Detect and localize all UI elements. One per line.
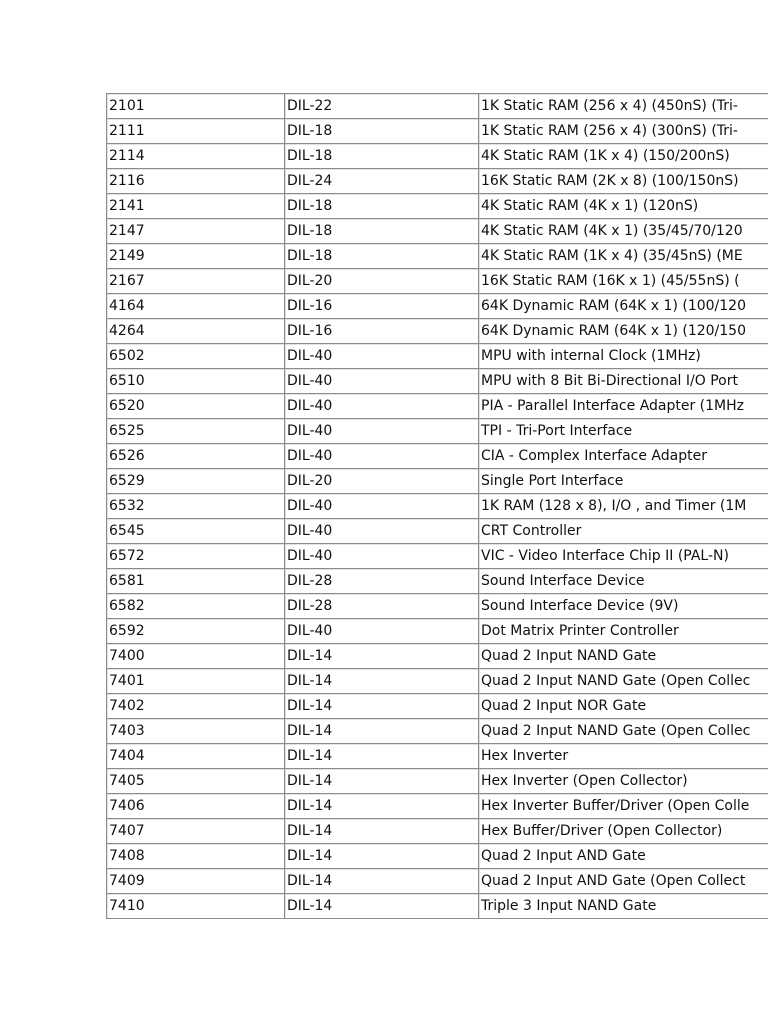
table-row <box>107 569 768 594</box>
description-cell: CIA - Complex Interface Adapter <box>479 444 768 469</box>
table-row <box>107 744 768 769</box>
part-number-cell: 7409 <box>107 869 285 894</box>
package-cell: DIL-18 <box>285 219 479 244</box>
description-cell: 4K Static RAM (4K x 1) (120nS) <box>479 194 768 219</box>
package-cell: DIL-40 <box>285 369 479 394</box>
package-cell: DIL-40 <box>285 619 479 644</box>
parts-table-container <box>106 93 768 919</box>
description-cell: 64K Dynamic RAM (64K x 1) (120/150 <box>479 319 768 344</box>
package-cell: DIL-14 <box>285 869 479 894</box>
table-row <box>107 344 768 369</box>
description-cell: 4K Static RAM (4K x 1) (35/45/70/120 <box>479 219 768 244</box>
table-row <box>107 794 768 819</box>
description-cell: VIC - Video Interface Chip II (PAL-N) <box>479 544 768 569</box>
part-number-cell: 7407 <box>107 819 285 844</box>
part-number-cell: 6532 <box>107 494 285 519</box>
package-cell: DIL-18 <box>285 144 479 169</box>
table-row <box>107 894 768 919</box>
part-number-cell: 6592 <box>107 619 285 644</box>
part-number-cell: 7408 <box>107 844 285 869</box>
table-row <box>107 94 768 119</box>
part-number-cell: 4264 <box>107 319 285 344</box>
part-number-cell: 6520 <box>107 394 285 419</box>
table-row <box>107 869 768 894</box>
package-cell: DIL-14 <box>285 819 479 844</box>
package-cell: DIL-28 <box>285 569 479 594</box>
description-cell: Hex Buffer/Driver (Open Collector) <box>479 819 768 844</box>
description-cell: Dot Matrix Printer Controller <box>479 619 768 644</box>
table-row <box>107 194 768 219</box>
description-cell: 1K Static RAM (256 x 4) (300nS) (Tri- <box>479 119 768 144</box>
part-number-cell: 4164 <box>107 294 285 319</box>
description-cell: PIA - Parallel Interface Adapter (1MHz <box>479 394 768 419</box>
package-cell: DIL-16 <box>285 319 479 344</box>
description-cell: Quad 2 Input NAND Gate <box>479 644 768 669</box>
table-row <box>107 269 768 294</box>
description-cell: Quad 2 Input AND Gate (Open Collect <box>479 869 768 894</box>
part-number-cell: 7405 <box>107 769 285 794</box>
package-cell: DIL-40 <box>285 444 479 469</box>
description-cell: CRT Controller <box>479 519 768 544</box>
description-cell: 16K Static RAM (2K x 8) (100/150nS) <box>479 169 768 194</box>
package-cell: DIL-40 <box>285 519 479 544</box>
package-cell: DIL-40 <box>285 419 479 444</box>
part-number-cell: 2114 <box>107 144 285 169</box>
package-cell: DIL-40 <box>285 494 479 519</box>
description-cell: 1K RAM (128 x 8), I/O , and Timer (1M <box>479 494 768 519</box>
part-number-cell: 2141 <box>107 194 285 219</box>
table-row <box>107 544 768 569</box>
description-cell: MPU with internal Clock (1MHz) <box>479 344 768 369</box>
description-cell: Sound Interface Device <box>479 569 768 594</box>
package-cell: DIL-40 <box>285 394 479 419</box>
table-row <box>107 369 768 394</box>
parts-table-body <box>107 94 768 919</box>
description-cell: 16K Static RAM (16K x 1) (45/55nS) ( <box>479 269 768 294</box>
part-number-cell: 2101 <box>107 94 285 119</box>
table-row <box>107 694 768 719</box>
part-number-cell: 6545 <box>107 519 285 544</box>
package-cell: DIL-16 <box>285 294 479 319</box>
package-cell: DIL-14 <box>285 894 479 919</box>
part-number-cell: 7410 <box>107 894 285 919</box>
table-row <box>107 469 768 494</box>
table-row <box>107 844 768 869</box>
package-cell: DIL-14 <box>285 744 479 769</box>
description-cell: TPI - Tri-Port Interface <box>479 419 768 444</box>
package-cell: DIL-20 <box>285 269 479 294</box>
table-row <box>107 294 768 319</box>
table-row <box>107 719 768 744</box>
table-row <box>107 644 768 669</box>
part-number-cell: 6526 <box>107 444 285 469</box>
table-row <box>107 169 768 194</box>
description-cell: Quad 2 Input AND Gate <box>479 844 768 869</box>
package-cell: DIL-14 <box>285 644 479 669</box>
package-cell: DIL-24 <box>285 169 479 194</box>
part-number-cell: 7400 <box>107 644 285 669</box>
parts-table <box>106 93 768 919</box>
part-number-cell: 7404 <box>107 744 285 769</box>
part-number-cell: 6502 <box>107 344 285 369</box>
package-cell: DIL-20 <box>285 469 479 494</box>
table-row <box>107 444 768 469</box>
description-cell: Hex Inverter <box>479 744 768 769</box>
description-cell: MPU with 8 Bit Bi-Directional I/O Port <box>479 369 768 394</box>
table-row <box>107 669 768 694</box>
part-number-cell: 2149 <box>107 244 285 269</box>
table-row <box>107 619 768 644</box>
table-row <box>107 119 768 144</box>
part-number-cell: 6510 <box>107 369 285 394</box>
table-row <box>107 419 768 444</box>
package-cell: DIL-18 <box>285 119 479 144</box>
part-number-cell: 6582 <box>107 594 285 619</box>
description-cell: 4K Static RAM (1K x 4) (150/200nS) <box>479 144 768 169</box>
package-cell: DIL-40 <box>285 344 479 369</box>
part-number-cell: 2167 <box>107 269 285 294</box>
table-row <box>107 769 768 794</box>
part-number-cell: 7402 <box>107 694 285 719</box>
package-cell: DIL-18 <box>285 244 479 269</box>
package-cell: DIL-14 <box>285 669 479 694</box>
table-row <box>107 144 768 169</box>
part-number-cell: 2111 <box>107 119 285 144</box>
description-cell: 64K Dynamic RAM (64K x 1) (100/120 <box>479 294 768 319</box>
table-row <box>107 219 768 244</box>
part-number-cell: 2147 <box>107 219 285 244</box>
description-cell: Hex Inverter Buffer/Driver (Open Colle <box>479 794 768 819</box>
package-cell: DIL-14 <box>285 694 479 719</box>
description-cell: Hex Inverter (Open Collector) <box>479 769 768 794</box>
package-cell: DIL-40 <box>285 544 479 569</box>
part-number-cell: 7403 <box>107 719 285 744</box>
description-cell: Single Port Interface <box>479 469 768 494</box>
table-row <box>107 594 768 619</box>
part-number-cell: 6529 <box>107 469 285 494</box>
table-row <box>107 519 768 544</box>
package-cell: DIL-14 <box>285 769 479 794</box>
table-row <box>107 244 768 269</box>
description-cell: Quad 2 Input NAND Gate (Open Collec <box>479 719 768 744</box>
package-cell: DIL-14 <box>285 719 479 744</box>
table-row <box>107 819 768 844</box>
package-cell: DIL-18 <box>285 194 479 219</box>
description-cell: Triple 3 Input NAND Gate <box>479 894 768 919</box>
package-cell: DIL-22 <box>285 94 479 119</box>
part-number-cell: 7406 <box>107 794 285 819</box>
table-row <box>107 394 768 419</box>
part-number-cell: 6572 <box>107 544 285 569</box>
description-cell: 4K Static RAM (1K x 4) (35/45nS) (ME <box>479 244 768 269</box>
part-number-cell: 7401 <box>107 669 285 694</box>
part-number-cell: 2116 <box>107 169 285 194</box>
part-number-cell: 6581 <box>107 569 285 594</box>
table-row <box>107 319 768 344</box>
description-cell: Quad 2 Input NAND Gate (Open Collec <box>479 669 768 694</box>
part-number-cell: 6525 <box>107 419 285 444</box>
description-cell: Sound Interface Device (9V) <box>479 594 768 619</box>
package-cell: DIL-14 <box>285 794 479 819</box>
table-row <box>107 494 768 519</box>
description-cell: Quad 2 Input NOR Gate <box>479 694 768 719</box>
package-cell: DIL-28 <box>285 594 479 619</box>
package-cell: DIL-14 <box>285 844 479 869</box>
description-cell: 1K Static RAM (256 x 4) (450nS) (Tri- <box>479 94 768 119</box>
